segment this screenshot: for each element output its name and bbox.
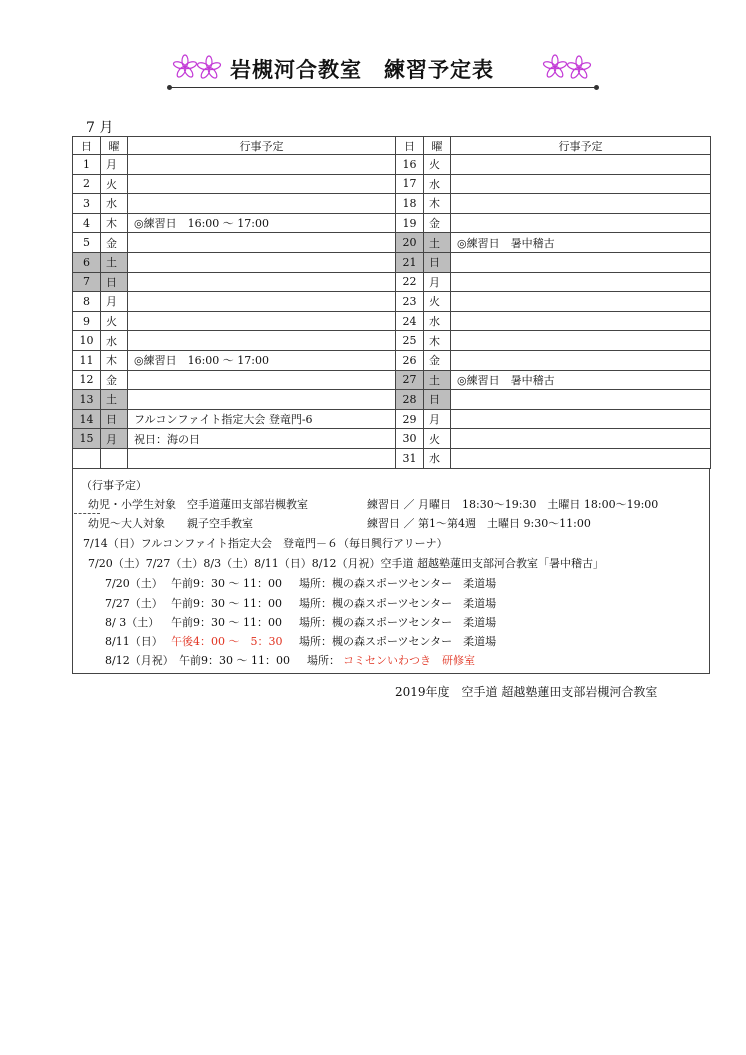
session-time: 午前9：30 〜 11：00 — [179, 654, 290, 667]
weekday-cell: 木 — [101, 213, 128, 233]
page-title — [230, 54, 494, 84]
day-cell: 1 — [73, 155, 101, 175]
weekday-cell: 木 — [424, 194, 451, 214]
weekday-cell: 金 — [101, 370, 128, 390]
weekday-cell: 火 — [424, 155, 451, 175]
event-tournament: 7/14（日）フルコンファイト指定大会 登竜門－６（毎日興行アリーナ） — [83, 537, 448, 550]
flower-icon — [542, 52, 592, 82]
event-cell — [451, 350, 711, 370]
weekday-cell: 月 — [101, 292, 128, 312]
event-cell — [451, 292, 711, 312]
event-cell: フルコンファイト指定大会 登竜門-6 — [128, 409, 396, 429]
weekday-cell: 土 — [424, 370, 451, 390]
day-cell: 6 — [73, 252, 101, 272]
event-cell — [451, 448, 711, 468]
day-cell: 20 — [396, 233, 424, 253]
weekday-cell: 土 — [101, 390, 128, 410]
event-cell — [451, 331, 711, 351]
weekday-cell: 金 — [101, 233, 128, 253]
event-cell — [128, 194, 396, 214]
weekday-cell: 水 — [424, 311, 451, 331]
session-place: 場所：槻の森スポーツセンター 柔道場 — [299, 597, 497, 610]
day-cell: 24 — [396, 311, 424, 331]
dashed-mark — [74, 513, 100, 514]
event-cell — [128, 233, 396, 253]
table-row — [73, 370, 711, 390]
day-cell: 7 — [73, 272, 101, 292]
event-summer: 7/20（土）7/27（土）8/3（土）8/11（日）8/12（月祝）空手道 超越塾蓮田支部河合教室「暑中稽古」 — [88, 557, 605, 570]
day-cell: 25 — [396, 331, 424, 351]
event-cell — [451, 311, 711, 331]
event-cell — [451, 390, 711, 410]
day-cell: 2 — [73, 174, 101, 194]
event-cell — [451, 213, 711, 233]
weekday-cell: 火 — [101, 311, 128, 331]
session-place: 場所：槻の森スポーツセンター 柔道場 — [299, 635, 497, 648]
day-cell: 12 — [73, 370, 101, 390]
day-cell: 23 — [396, 292, 424, 312]
day-cell: 18 — [396, 194, 424, 214]
session-time: 午前9：30 〜 11：00 — [171, 597, 282, 610]
day-cell: 16 — [396, 155, 424, 175]
weekday-cell: 月 — [101, 155, 128, 175]
weekday-cell: 土 — [424, 233, 451, 253]
session-date: 8/12（月祝） — [105, 654, 174, 667]
event-cell — [128, 370, 396, 390]
day-cell: 28 — [396, 390, 424, 410]
session-place: 場所：槻の森スポーツセンター 柔道場 — [299, 616, 497, 629]
weekday-cell: 水 — [101, 194, 128, 214]
weekday-cell: 金 — [424, 350, 451, 370]
table-row — [73, 174, 711, 194]
day-cell: 14 — [73, 409, 101, 429]
event-cell — [451, 174, 711, 194]
session-date: 8/11（日） — [105, 635, 163, 648]
event-cell: ◎練習日 暑中稽古 — [451, 233, 711, 253]
header-event: 行事予定 — [128, 137, 396, 155]
weekday-cell: 火 — [424, 429, 451, 449]
class1-target: 幼児・小学生対象 空手道蓮田支部岩槻教室 — [88, 498, 308, 511]
weekday-cell: 日 — [101, 272, 128, 292]
table-row — [73, 331, 711, 351]
weekday-cell: 月 — [101, 429, 128, 449]
day-cell: 11 — [73, 350, 101, 370]
table-row — [73, 252, 711, 272]
event-cell: ◎練習日 16:00 〜 17:00 — [128, 213, 396, 233]
session-date: 7/27（土） — [105, 597, 163, 610]
table-header-row — [73, 137, 711, 155]
session-place: 場所：槻の森スポーツセンター 柔道場 — [299, 577, 497, 590]
event-cell — [128, 292, 396, 312]
weekday-cell — [101, 448, 128, 468]
event-cell — [451, 155, 711, 175]
day-cell: 15 — [73, 429, 101, 449]
day-cell: 31 — [396, 448, 424, 468]
day-cell — [73, 448, 101, 468]
event-cell — [451, 409, 711, 429]
weekday-cell: 水 — [101, 331, 128, 351]
title-schedule: 練習予定表 — [384, 58, 494, 82]
class1-schedule: 練習日 ／ 月曜日 18:30〜19:30 土曜日 18:00〜19:00 — [367, 498, 659, 511]
title-block — [0, 44, 746, 94]
event-cell — [128, 155, 396, 175]
table-row — [73, 429, 711, 449]
weekday-cell: 火 — [424, 292, 451, 312]
session-time-highlight: 午後4：00 〜 5：30 — [171, 635, 283, 648]
weekday-cell: 土 — [101, 252, 128, 272]
weekday-cell: 日 — [424, 252, 451, 272]
header-weekday: 曜 — [424, 137, 451, 155]
table-row — [73, 350, 711, 370]
event-cell: 祝日：海の日 — [128, 429, 396, 449]
event-cell — [451, 429, 711, 449]
weekday-cell: 木 — [424, 331, 451, 351]
day-cell: 21 — [396, 252, 424, 272]
day-cell: 10 — [73, 331, 101, 351]
event-cell — [128, 174, 396, 194]
event-cell — [128, 390, 396, 410]
weekday-cell: 火 — [101, 174, 128, 194]
schedule-table — [72, 136, 711, 469]
weekday-cell: 日 — [424, 390, 451, 410]
weekday-cell: 月 — [424, 409, 451, 429]
day-cell: 4 — [73, 213, 101, 233]
title-divider — [170, 87, 596, 88]
session-date: 7/20（土） — [105, 577, 163, 590]
header-event: 行事予定 — [451, 137, 711, 155]
event-cell — [128, 311, 396, 331]
table-row — [73, 409, 711, 429]
class2-target: 幼児〜大人対象 親子空手教室 — [88, 517, 253, 530]
weekday-cell: 木 — [101, 350, 128, 370]
weekday-cell: 日 — [101, 409, 128, 429]
event-cell — [128, 448, 396, 468]
session-time: 午前9：30 〜 11：00 — [171, 577, 282, 590]
notes-section — [72, 469, 710, 674]
day-cell: 8 — [73, 292, 101, 312]
event-cell — [128, 331, 396, 351]
day-cell: 29 — [396, 409, 424, 429]
day-cell: 17 — [396, 174, 424, 194]
day-cell: 19 — [396, 213, 424, 233]
event-cell — [451, 252, 711, 272]
title-school: 岩槻河合教室 — [230, 58, 362, 82]
class2-schedule: 練習日 ／ 第1〜第4週 土曜日 9:30〜11:00 — [367, 517, 591, 530]
header-day: 日 — [396, 137, 424, 155]
weekday-cell: 月 — [424, 272, 451, 292]
table-row — [73, 155, 711, 175]
day-cell: 26 — [396, 350, 424, 370]
header-day: 日 — [73, 137, 101, 155]
day-cell: 30 — [396, 429, 424, 449]
table-row — [73, 448, 711, 468]
footer-text: 2019年度 空手道 超越塾蓮田支部岩槻河合教室 — [395, 685, 658, 699]
day-cell: 27 — [396, 370, 424, 390]
session-place-prefix: 場所： — [307, 654, 340, 667]
event-cell — [451, 194, 711, 214]
table-row — [73, 194, 711, 214]
weekday-cell: 金 — [424, 213, 451, 233]
table-row — [73, 390, 711, 410]
event-cell — [128, 252, 396, 272]
event-cell — [451, 272, 711, 292]
session-time: 午前9：30 〜 11：00 — [171, 616, 282, 629]
day-cell: 9 — [73, 311, 101, 331]
table-row — [73, 213, 711, 233]
table-row — [73, 233, 711, 253]
table-row — [73, 272, 711, 292]
event-cell — [128, 272, 396, 292]
session-date: 8/ 3（土） — [105, 616, 160, 629]
table-row — [73, 311, 711, 331]
day-cell: 22 — [396, 272, 424, 292]
table-row — [73, 292, 711, 312]
day-cell: 3 — [73, 194, 101, 214]
notes-heading: （行事予定） — [81, 479, 147, 492]
session-place-highlight: コミセンいわつき 研修室 — [343, 654, 475, 667]
month-label: 7 月 — [86, 120, 114, 136]
day-cell: 13 — [73, 390, 101, 410]
header-weekday: 曜 — [101, 137, 128, 155]
day-cell: 5 — [73, 233, 101, 253]
flower-icon — [172, 52, 222, 82]
event-cell: ◎練習日 暑中稽古 — [451, 370, 711, 390]
weekday-cell: 水 — [424, 174, 451, 194]
event-cell: ◎練習日 16:00 〜 17:00 — [128, 350, 396, 370]
weekday-cell: 水 — [424, 448, 451, 468]
